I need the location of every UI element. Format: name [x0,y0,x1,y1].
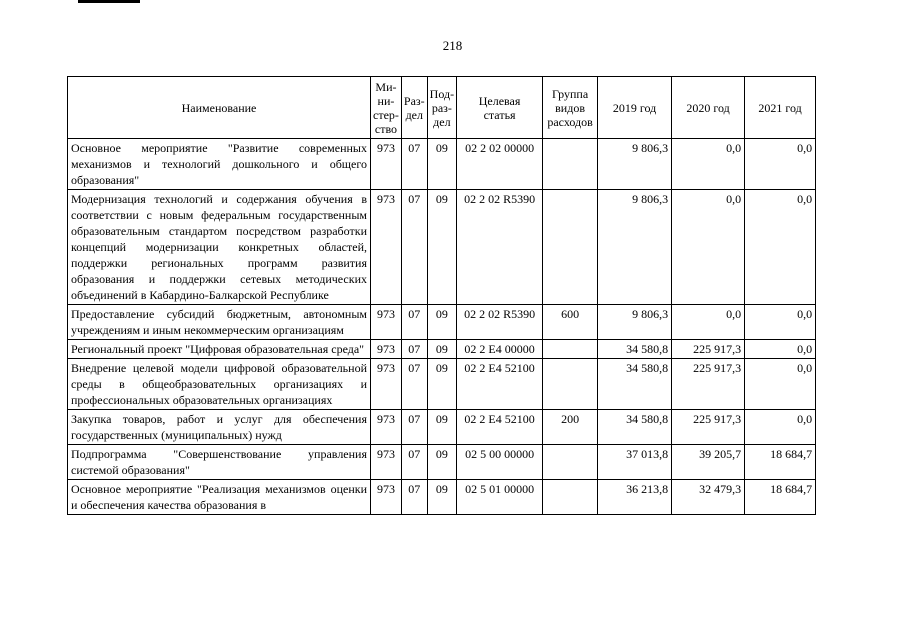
cell-name: Основное мероприятие "Реализация механизмов оценки и обеспечения качества образования в [68,480,371,515]
cell-subsection: 09 [427,359,456,410]
header-group: Группа видов расходов [543,77,598,139]
table-row [68,359,816,410]
cell-name: Предоставление субсидий бюджетным, автономным учреждениям и иным некоммерческим организациям [68,305,371,340]
cell-2020: 225 917,3 [672,340,745,359]
cell-2021: 0,0 [745,139,816,190]
cell-2020: 225 917,3 [672,359,745,410]
cell-2019: 34 580,8 [598,410,672,445]
cell-subsection: 09 [427,480,456,515]
cell-2021: 0,0 [745,305,816,340]
cell-group [543,480,598,515]
cell-group [543,340,598,359]
cell-2019: 36 213,8 [598,480,672,515]
cell-name: Основное мероприятие "Развитие современных механизмов и технологий дошкольного и общего образования" [68,139,371,190]
cell-2021: 0,0 [745,340,816,359]
cell-group [543,139,598,190]
cell-2020: 32 479,3 [672,480,745,515]
cell-subsection: 09 [427,139,456,190]
cell-section: 07 [401,480,427,515]
cell-section: 07 [401,139,427,190]
cell-section: 07 [401,359,427,410]
cell-group [543,359,598,410]
cell-2021: 0,0 [745,359,816,410]
cell-section: 07 [401,305,427,340]
cell-2020: 0,0 [672,305,745,340]
header-subsection: Под- раз- дел [427,77,456,139]
header-name: Наименование [68,77,371,139]
cell-2020: 0,0 [672,190,745,305]
cell-subsection: 09 [427,305,456,340]
table-header-row [68,77,816,139]
cell-2019: 34 580,8 [598,340,672,359]
cell-ministry: 973 [371,305,402,340]
cell-target: 02 2 02 00000 [457,139,543,190]
cell-target: 02 2 E4 52100 [457,410,543,445]
table-row [68,340,816,359]
cell-2019: 9 806,3 [598,305,672,340]
cell-section: 07 [401,190,427,305]
header-section: Раз- дел [401,77,427,139]
scan-artifact [78,0,140,3]
cell-2020: 39 205,7 [672,445,745,480]
cell-ministry: 973 [371,359,402,410]
cell-subsection: 09 [427,410,456,445]
cell-ministry: 973 [371,139,402,190]
table-row [68,445,816,480]
header-2020: 2020 год [672,77,745,139]
cell-name: Подпрограмма "Совершенствование управления системой образования" [68,445,371,480]
cell-name: Внедрение целевой модели цифровой образовательной среды в общеобразовательных организациях и профессиональных образовательных организациях [68,359,371,410]
cell-group [543,190,598,305]
cell-2019: 9 806,3 [598,139,672,190]
cell-target: 02 2 02 R5390 [457,190,543,305]
cell-group: 200 [543,410,598,445]
cell-subsection: 09 [427,190,456,305]
budget-table [67,76,816,515]
cell-2020: 0,0 [672,139,745,190]
table-row [68,410,816,445]
header-2021: 2021 год [745,77,816,139]
cell-ministry: 973 [371,190,402,305]
header-target: Целевая статья [457,77,543,139]
cell-2021: 18 684,7 [745,445,816,480]
cell-2019: 9 806,3 [598,190,672,305]
cell-ministry: 973 [371,340,402,359]
cell-target: 02 2 02 R5390 [457,305,543,340]
table-body [68,139,816,515]
cell-section: 07 [401,340,427,359]
cell-subsection: 09 [427,340,456,359]
cell-2021: 0,0 [745,410,816,445]
cell-2021: 18 684,7 [745,480,816,515]
cell-target: 02 5 00 00000 [457,445,543,480]
header-2019: 2019 год [598,77,672,139]
cell-group: 600 [543,305,598,340]
cell-ministry: 973 [371,480,402,515]
table-row [68,139,816,190]
header-ministry: Ми- ни- стер- ство [371,77,402,139]
cell-subsection: 09 [427,445,456,480]
cell-target: 02 5 01 00000 [457,480,543,515]
cell-section: 07 [401,410,427,445]
table-row [68,305,816,340]
cell-ministry: 973 [371,445,402,480]
cell-name: Закупка товаров, работ и услуг для обеспечения государственных (муниципальных) нужд [68,410,371,445]
cell-2021: 0,0 [745,190,816,305]
cell-2019: 34 580,8 [598,359,672,410]
table-row [68,480,816,515]
cell-group [543,445,598,480]
page-number: 218 [442,38,463,53]
cell-target: 02 2 E4 52100 [457,359,543,410]
cell-section: 07 [401,445,427,480]
cell-2019: 37 013,8 [598,445,672,480]
cell-name: Региональный проект "Цифровая образовательная среда" [68,340,371,359]
table-row [68,190,816,305]
cell-name: Модернизация технологий и содержания обучения в соответствии с новым федеральным государственным образовательным стандартом посредством разработки концепций модернизации конкретных областей, поддержки региональных программ развития образования и поддержки сетевых методических объединений в Кабардино-Балкарской Республике [68,190,371,305]
cell-ministry: 973 [371,410,402,445]
cell-target: 02 2 E4 00000 [457,340,543,359]
cell-2020: 225 917,3 [672,410,745,445]
